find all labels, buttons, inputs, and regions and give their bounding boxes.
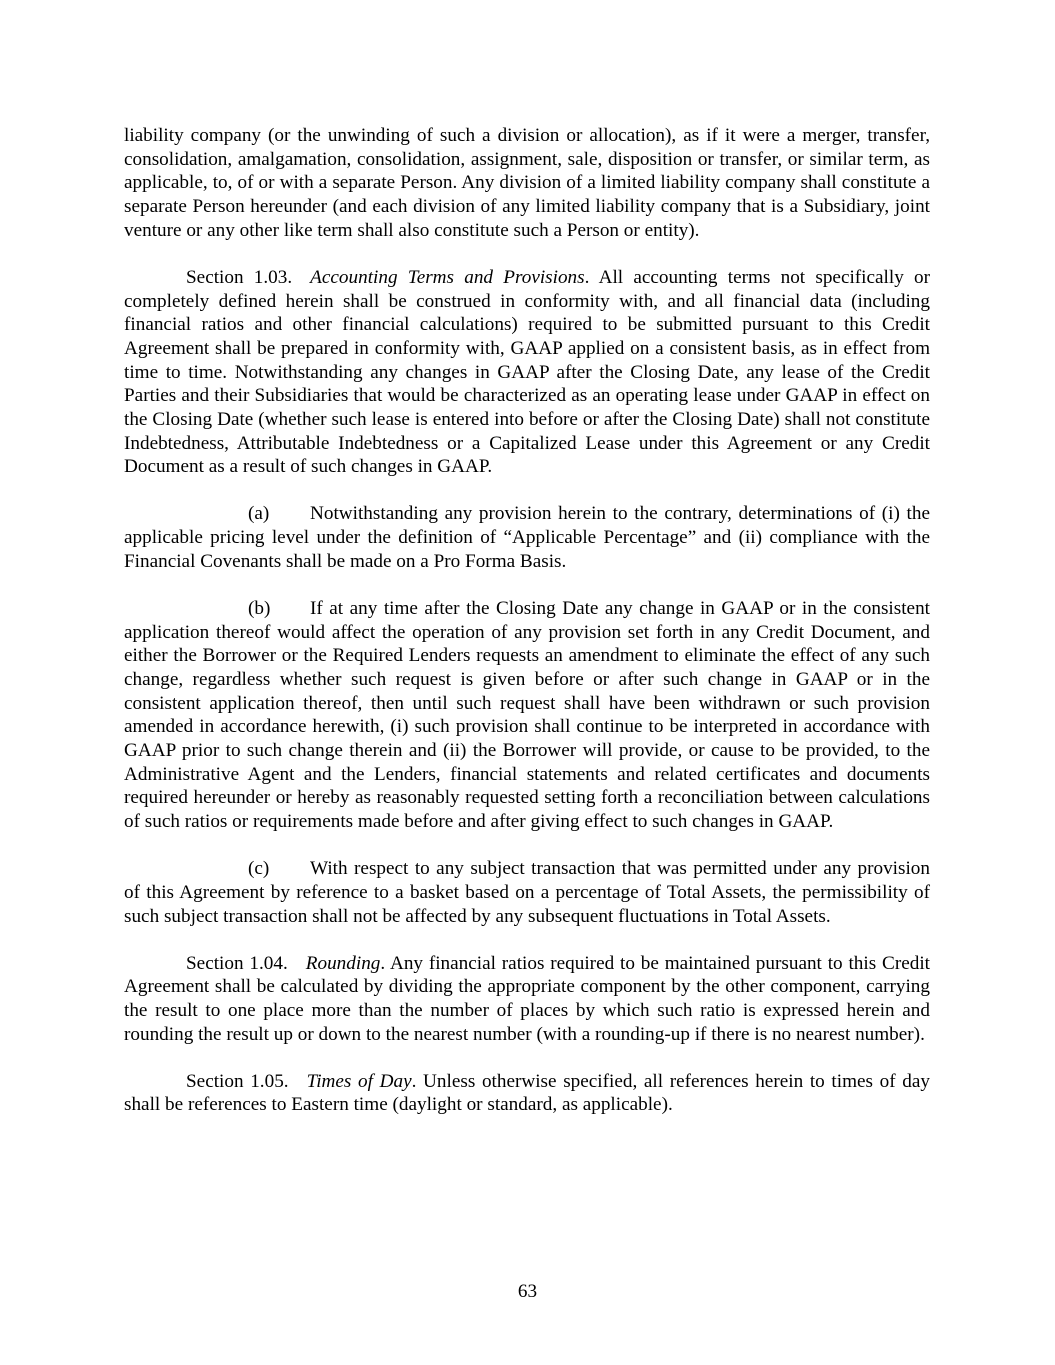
clause-a — [124, 502, 930, 573]
clause-text: With respect to any subject transaction that was permitted under any provision of this Agreement by reference to a basket based on a percentage of Total Assets, the permissibility of such subject transaction shall not be affected by any subsequent fluctuations in Total Assets. — [124, 858, 930, 927]
section-title: Accounting Terms and Provisions — [310, 266, 585, 288]
clause-c — [124, 857, 930, 928]
page-number: 63 — [517, 1281, 538, 1302]
section-1-04 — [124, 952, 930, 1047]
section-text: . Unless otherwise specified, all references herein to times of day shall be references to Eastern time (daylight or standard, as applicable). — [124, 1070, 930, 1116]
section-text: . All accounting terms not specifically or completely defined herein shall be construed in conformity with, and all financial data (including financial ratios and other financial calculations) required to be submitted pursuant to this Credit Agreement shall be prepared in conformity with, GAAP applied on a consistent basis, as in effect from time to time. Notwithstanding any changes in GAAP after the Closing Date, any lease of the Credit Parties and their Subsidiaries that would be characterized as an operating lease under GAAP in effect on the Closing Date (whether such lease is entered into before or after the Closing Date) shall not constitute Indebtedness, Attributable Indebtedness or a Capitalized Lease under this Agreement or any Credit Document as a result of such changes in GAAP. — [124, 266, 931, 478]
section-title: Times of Day — [306, 1070, 412, 1092]
section-label: Section 1.05. — [186, 1070, 289, 1092]
section-label: Section 1.03. — [186, 266, 293, 288]
clause-label: (a) — [248, 503, 270, 525]
section-1-05 — [124, 1070, 930, 1117]
continuation-paragraph: liability company (or the unwinding of such a division or allocation), as if it were a merger, transfer, consolidation, amalgamation, consolidation, assignment, sale, disposition or transfer, or similar term, as applicable, to, of or with a separate Person. Any division of a limited liability company shall constitute a separate Person hereunder (and each division of any limited liability company that is a Subsidiary, joint venture or any other like term shall also constitute such a Person or entity). — [124, 125, 930, 241]
document-page — [124, 124, 930, 1140]
clause-label: (b) — [248, 597, 271, 619]
section-label: Section 1.04. — [186, 952, 288, 974]
clause-text: If at any time after the Closing Date any change in GAAP or in the consistent application thereof would affect the operation of any provision set forth in any Credit Document, and either the Borrower or the Required Lenders requests an amendment to eliminate the effect of any such change, regardless whether such request is given before or after such change in GAAP or in the consistent application thereof, then until such request shall have been withdrawn or such provision amended in accordance herewith, (i) such provision shall continue to be interpreted in accordance with GAAP prior to such change therein and (ii) the Borrower will provide, or cause to be provided, to the Administrative Agent and the Lenders, financial statements and related certificates and documents required hereunder or hereby as reasonably requested setting forth a reconciliation between calculations of such ratios or requirements made before and after giving effect to such changes in GAAP. — [124, 597, 930, 833]
clause-label: (c) — [248, 858, 270, 880]
clause-text: Notwithstanding any provision herein to the contrary, determinations of (i) the applicable pricing level under the definition of “Applicable Percentage” and (ii) compliance with the Financial Covenants shall be made on a Pro Forma Basis. — [124, 503, 930, 572]
section-title: Rounding — [305, 952, 381, 974]
clause-b — [124, 597, 930, 834]
section-1-03 — [124, 266, 930, 479]
section-text: . Any financial ratios required to be maintained pursuant to this Credit Agreement shall be calculated by dividing the appropriate component by the other component, carrying the result to one place more than the number of places by which such ratio is expressed herein and rounding the result up or down to the nearest number (with a rounding-up if there is no nearest number). — [124, 952, 930, 1045]
